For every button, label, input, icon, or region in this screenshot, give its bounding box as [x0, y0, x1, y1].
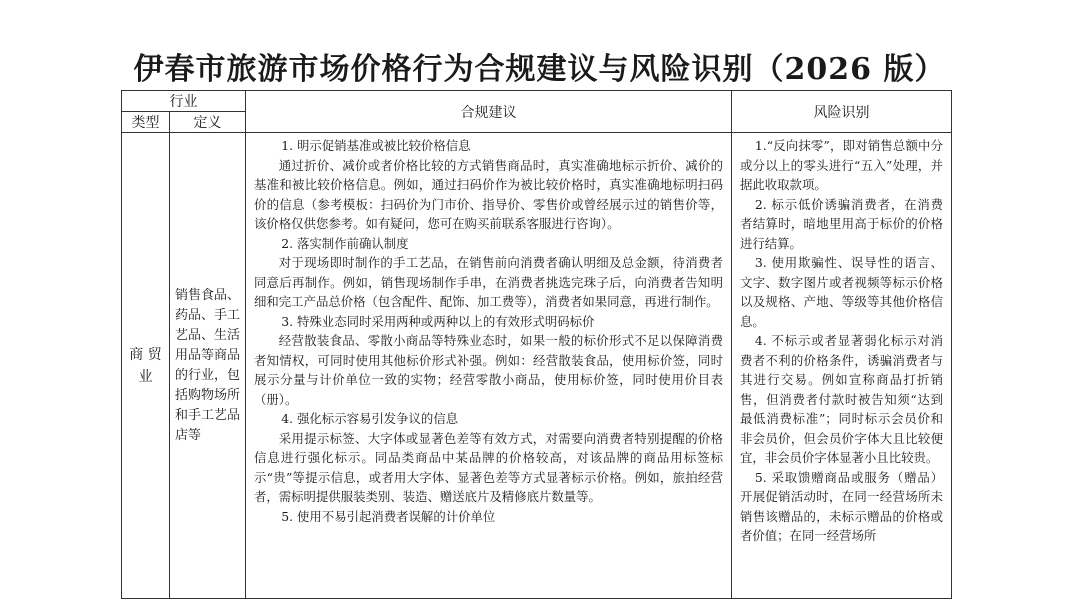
header-advice: 合规建议 — [246, 91, 732, 133]
advice-heading: 5. 使用不易引起消费者误解的计价单位 — [281, 508, 496, 524]
risk-item: 5. 采取馈赠商品或服务（赠品）开展促销活动时，在同一经营场所未销售该赠品的，未标示赠品的价格或者价值；在同一经营场所 — [740, 469, 943, 543]
risk-item: 3. 使用欺骗性、误导性的语言、文字、数字图片或者视频等标示价格以及规格、产地、等级等其他价格信息。 — [740, 255, 943, 329]
advice-heading: 3. 特殊业态同时采用两种或两种以上的有效形式明码标价 — [281, 313, 595, 329]
risk-item: 4. 不标示或者显著弱化标示对消费者不利的价格条件，诱骗消费者与其进行交易。例如宣称商品打折销售，但消费者付款时被告知须“达到最低消费标准”；同时标示会员价和非会员价，但会员价字体大且比较便宜，非会员价字体显著小且比较贵。 — [740, 333, 943, 465]
industry-definition-cell — [170, 133, 246, 599]
industry-type-cell — [122, 133, 170, 599]
risk-identification-list — [740, 136, 943, 598]
document-title: 伊春市旅游市场价格行为合规建议与风险识别（2026 版） — [133, 52, 946, 87]
header-industry: 行业 — [122, 91, 246, 112]
advice-heading: 1. 明示促销基准或被比较价格信息 — [281, 138, 471, 153]
industry-definition-text: 销售食品、药品、手工艺品、生活用品等商品的行业，包括购物场所和手工艺品店等 — [175, 287, 241, 443]
compliance-advice-list — [254, 136, 723, 598]
industry-type-text: 商 贸 业 — [129, 346, 162, 385]
risk-item: 1.“反向抹零”，即对销售总额中分或分以上的零头进行“五入”处理，并据此收取款项。 — [740, 138, 943, 192]
advice-paragraph: 经营散装食品、零散小商品等特殊业态时，如果一般的标价形式不足以保障消费者知情权，可同时使用其他标价形式补强。例如：经营散装食品，使用标价签，同时展示分量与计价单位一致的实物；经营零散小商品，使用标价签，同时使用价目表（册）。 — [254, 333, 723, 407]
advice-heading: 4. 强化标示容易引发争议的信息 — [281, 411, 459, 426]
advice-paragraph: 采用提示标签、大字体或显著色差等有效方式，对需要向消费者特别提醒的价格信息进行强化标示。同品类商品中某品牌的价格较高，对该品牌的商品用标签标示“贵”等提示信息，或者用大字体、显著色差等方式显著标示价格。例如，旅拍经营者，需标明提供服装类别、装造、赠送底片及精修底片数量等。 — [254, 430, 723, 504]
header-risk: 风险识别 — [732, 91, 952, 133]
advice-paragraph: 通过折价、减价或者价格比较的方式销售商品时，真实准确地标示折价、减价的基准和被比较价格信息。例如，通过扫码价作为被比较价格时，真实准确地标明扫码价的信息（参考模板：扫码价为门市价、指导价、零售价或曾经展示过的销售价等，该价格仅供您参考。如有疑问，您可在购买前联系客服进行咨询）。 — [254, 157, 723, 231]
risk-identification-cell — [732, 133, 952, 599]
header-type: 类型 — [122, 112, 170, 133]
advice-heading: 2. 落实制作前确认制度 — [281, 235, 409, 251]
advice-paragraph: 对于现场即时制作的手工艺品，在销售前向消费者确认明细及总金额，待消费者同意后再制作。例如，销售现场制作手串，在消费者挑选完珠子后，向消费者告知明细和完工产品总价格（包含配件、配饰、加工费等），消费者如果同意，再进行制作。 — [254, 255, 723, 309]
compliance-advice-cell — [246, 133, 732, 599]
pricing-compliance-table — [121, 90, 952, 599]
risk-item: 2. 标示低价诱骗消费者，在消费者结算时，暗地里用高于标价的价格进行结算。 — [740, 196, 943, 251]
header-definition: 定义 — [170, 112, 246, 133]
